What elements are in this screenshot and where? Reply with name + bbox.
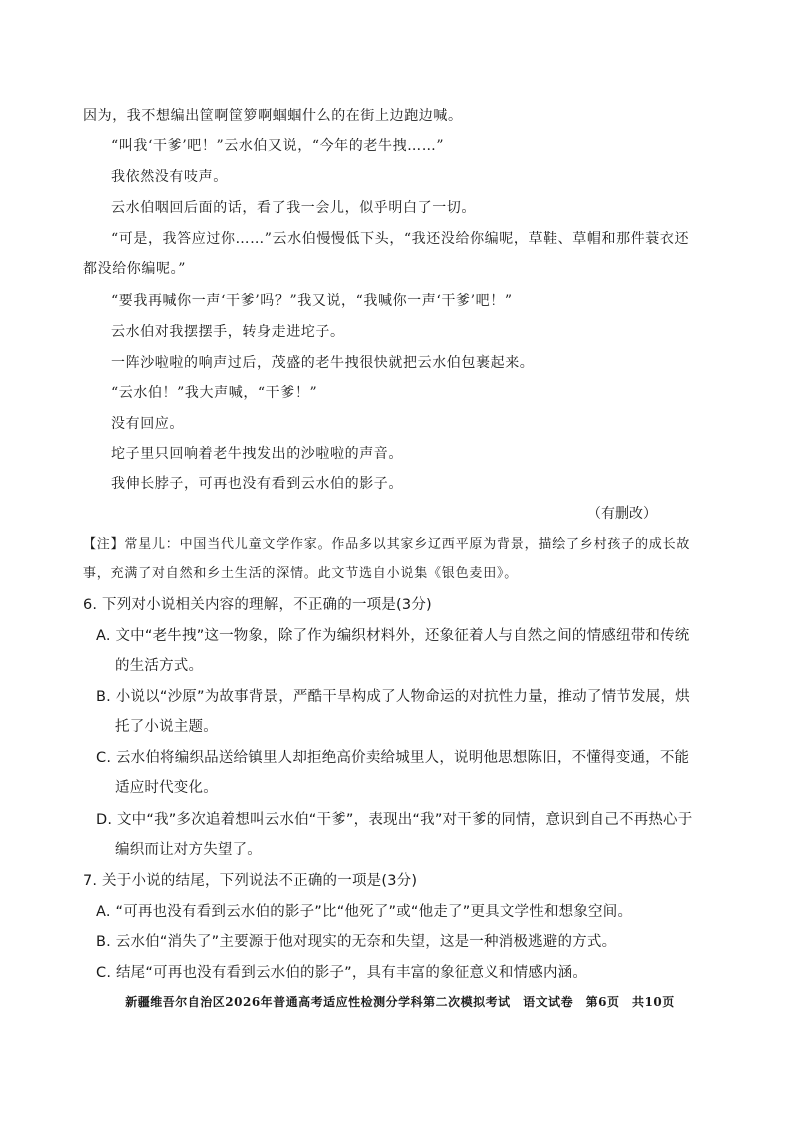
q6-option-b-cont: 托了小说主题。 [115,719,218,735]
q6-option-a: A. 文中“老牛拽”这一物象，除了作为编织材料外，还象征着人与自然之间的情感纽带和传统 [96,628,690,644]
q6-option-a-cont: 的生活方式。 [115,658,204,674]
q6-option-d: D. 文中“我”多次追着想叫云水伯“干爹”，表现出“我”对干爹的同情，意识到自己不再热心于 [96,812,693,828]
story-line: 因为，我不想编出筐啊筐箩啊蝈蝈什么的在街上边跑边喊。 [83,108,463,124]
note-line: 事，充满了对自然和乡土生活的深情。此文节选自小说集《银色麦田》。 [83,566,519,581]
story-line: 我伸长脖子，可再也没有看到云水伯的影子。 [111,476,403,492]
note-line: 【注】常星儿：中国当代儿童文学作家。作品多以其家乡辽西平原为背景，描绘了乡村孩子的成长故 [83,537,691,552]
q7-option-b: B. 云水伯“消失了”主要源于他对现实的无奈和失望，这是一种消极逃避的方式。 [96,934,617,950]
story-line: 一阵沙啦啦的响声过后，茂盛的老牛拽很快就把云水伯包裹起来。 [111,355,535,371]
story-line: “叫我‘干爹’吧！”云水伯又说，“今年的老牛拽……” [111,138,445,154]
q6-option-d-cont: 编织而让对方失望了。 [115,842,262,858]
story-line: 没有回应。 [111,416,184,432]
story-line: 云水伯对我摆摆手，转身走进坨子。 [111,324,345,340]
q7-option-c: C. 结尾“可再也没有看到云水伯的影子”，具有丰富的象征意义和情感内涵。 [96,965,588,981]
story-line: 坨子里只回响着老牛拽发出的沙啦啦的声音。 [111,446,403,462]
story-line: 云水伯咽回后面的话，看了我一会儿，似乎明白了一切。 [111,200,476,216]
q6-option-c: C. 云水伯将编织品送给镇里人却拒绝高价卖给城里人，说明他思想陈旧，不懂得变通，不能 [96,750,690,766]
story-line: “可是，我答应过你……”云水伯慢慢低下头，“我还没给你编呢，草鞋、草帽和那件蓑衣还 [111,231,690,247]
story-line: “云水伯！”我大声喊，“干爹！” [111,385,318,401]
attribution: （有删改） [587,506,657,522]
q7-option-a: A. “可再也没有看到云水伯的影子”比“他死了”或“他走了”更具文学性和想象空间。 [96,904,633,920]
question-7-stem: 7. 关于小说的结尾，下列说法不正确的一项是(3分) [83,873,418,889]
q6-option-b: B. 小说以“沙原”为故事背景，严酷干旱构成了人物命运的对抗性力量，推动了情节发展，烘 [96,689,690,705]
question-6-stem: 6. 下列对小说相关内容的理解，不正确的一项是(3分) [83,597,432,613]
story-line: “要我再喊你一声‘干爹’吗？”我又说，“我喊你一声‘干爹’吧！” [111,293,513,309]
page-footer: 新疆维吾尔自治区2026年普通高考适应性检测分学科第二次模拟考试 语文试卷 第6页 共10页 [125,995,675,1009]
q6-option-c-cont: 适应时代变化。 [115,780,218,796]
story-line: 都没给你编呢。” [83,261,186,277]
story-line: 我依然没有吱声。 [111,169,228,185]
